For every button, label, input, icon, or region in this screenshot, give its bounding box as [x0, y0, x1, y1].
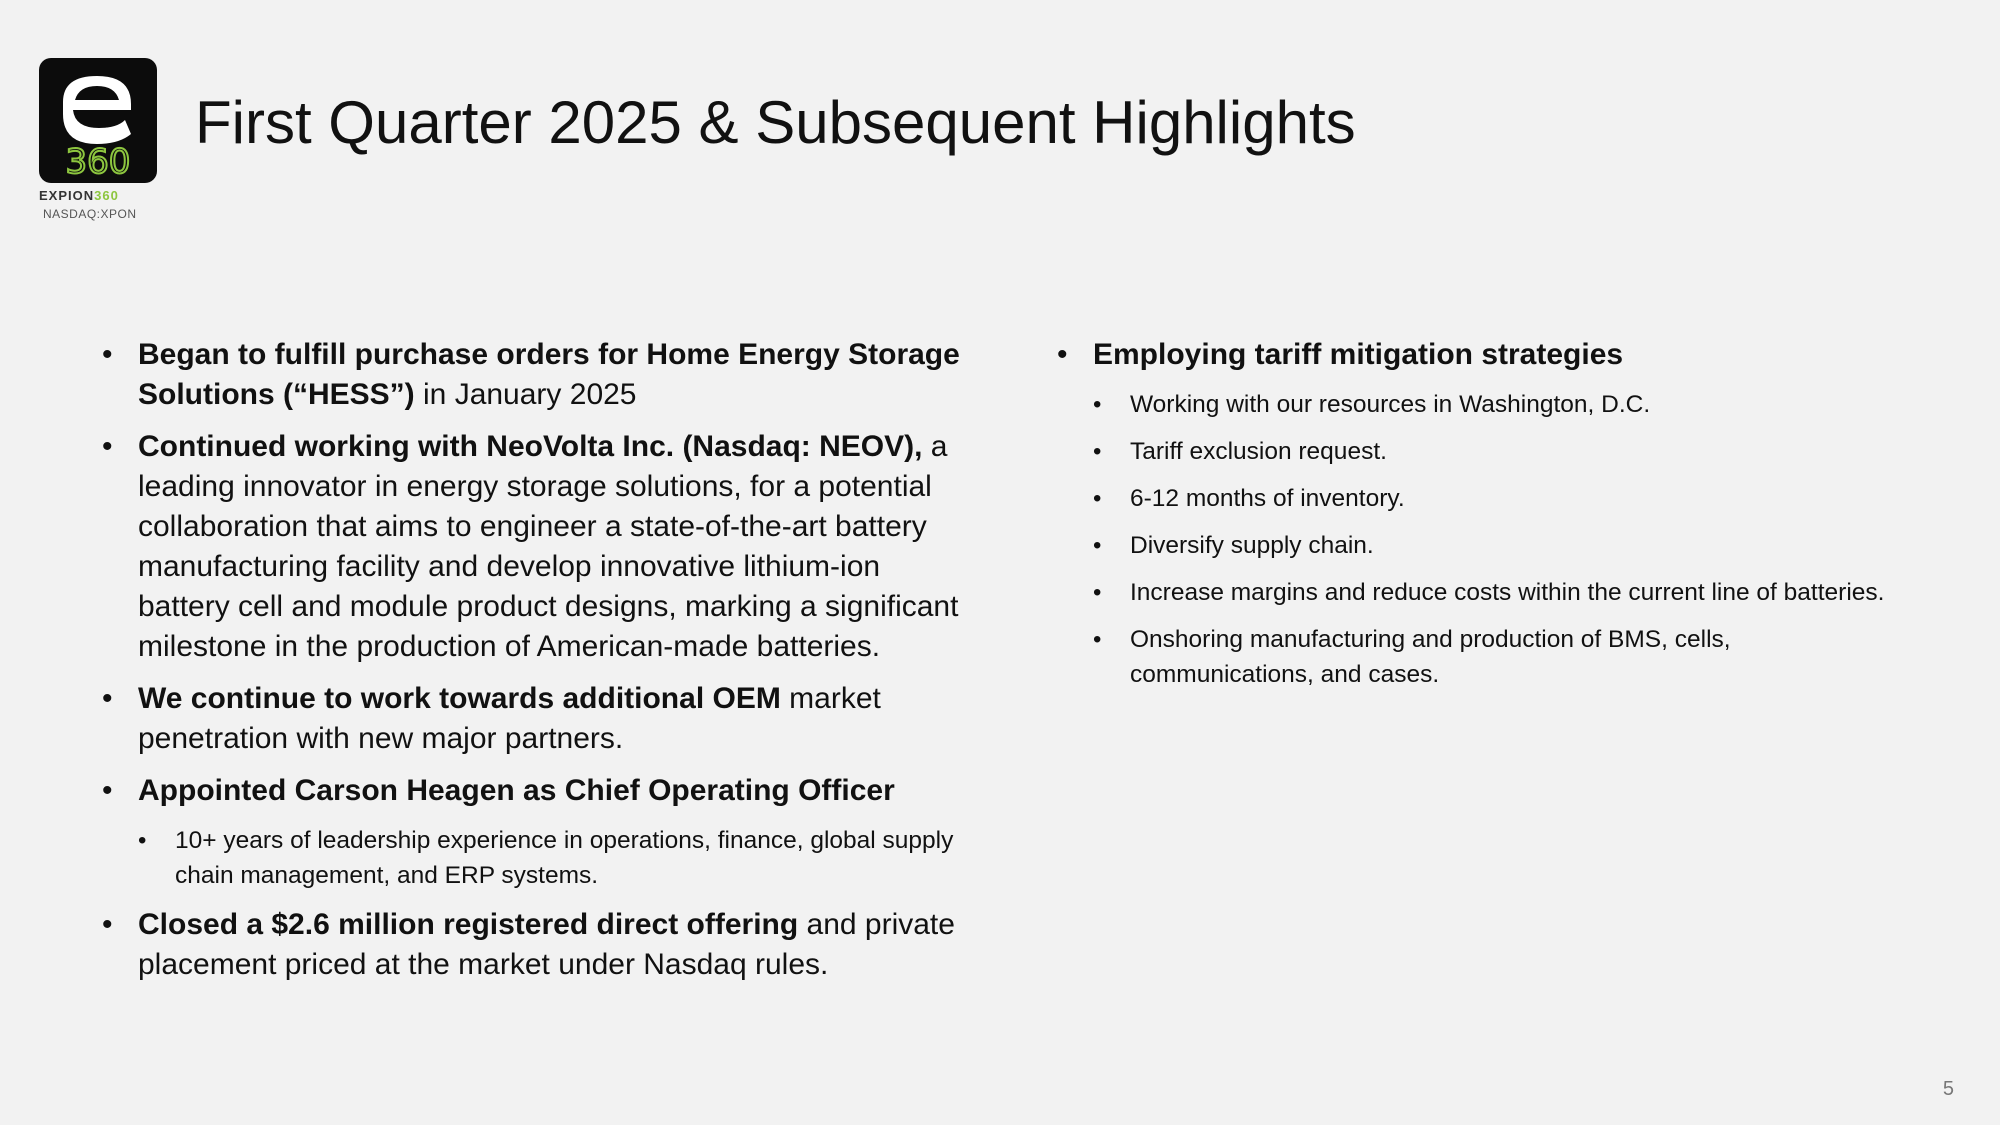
left-bullet-list	[100, 335, 970, 997]
sub-bullet-item: • 6-12 months of inventory.	[1093, 481, 1915, 516]
sub-bullet-item: • Increase margins and reduce costs within the current line of batteries.	[1093, 575, 1915, 610]
bullet-text: a leading innovator in energy storage solutions, for a potential collaboration that aims to engineer a state-of-the-art battery manufacturing facility and develop innovative lithium-ion battery cell and module product designs, marking a significant milestone in the production of American-made batteries.	[138, 430, 959, 663]
sub-bullet-item: • Diversify supply chain.	[1093, 528, 1915, 563]
sub-bullet-list	[138, 823, 970, 893]
logo-mark-icon	[39, 58, 157, 183]
company-logo	[39, 58, 159, 221]
wordmark-expion: EXPION	[39, 188, 95, 203]
sub-bullet-item: • Tariff exclusion request.	[1093, 434, 1915, 469]
bullet-bold-text: We continue to work towards additional OEM	[138, 682, 781, 715]
slide-title: First Quarter 2025 & Subsequent Highlights	[195, 89, 1356, 156]
bullet-item	[100, 679, 970, 759]
right-bullet-list	[1055, 335, 1915, 704]
bullet-bold-text: Appointed Carson Heagen as Chief Operating Officer	[138, 774, 895, 807]
sub-bullet-item: • Working with our resources in Washington, D.C.	[1093, 387, 1915, 422]
bullet-text: in January 2025	[414, 378, 637, 411]
bullet-item	[100, 427, 970, 667]
sub-bullet-item: • 10+ years of leadership experience in operations, finance, global supply chain management, and ERP systems.	[138, 823, 970, 893]
sub-bullet-item: • Onshoring manufacturing and production of BMS, cells, communications, and cases.	[1093, 622, 1915, 692]
bullet-item	[100, 335, 970, 415]
page-number: 5	[1942, 1078, 1954, 1100]
wordmark-360: 360	[94, 188, 119, 203]
sub-bullet-list	[1093, 387, 1915, 692]
bullet-text: market penetration with new major partners.	[138, 682, 881, 755]
bullet-item	[1055, 335, 1915, 375]
stock-ticker: NASDAQ:XPON	[43, 207, 137, 221]
svg-text:360: 360	[65, 142, 131, 182]
bullet-item	[100, 905, 970, 985]
bullet-bold-text: Closed a $2.6 million registered direct offering	[138, 908, 799, 941]
bullet-text: and private placement priced at the market under Nasdaq rules.	[138, 908, 955, 981]
bullet-item	[100, 771, 970, 811]
bullet-bold-text: Began to fulfill purchase orders for Home Energy Storage Solutions (“HESS”)	[138, 338, 960, 411]
bullet-bold-text: Employing tariff mitigation strategies	[1093, 338, 1624, 371]
bullet-bold-text: Continued working with NeoVolta Inc. (Nasdaq: NEOV),	[138, 430, 923, 463]
logo-wordmark	[39, 189, 159, 203]
